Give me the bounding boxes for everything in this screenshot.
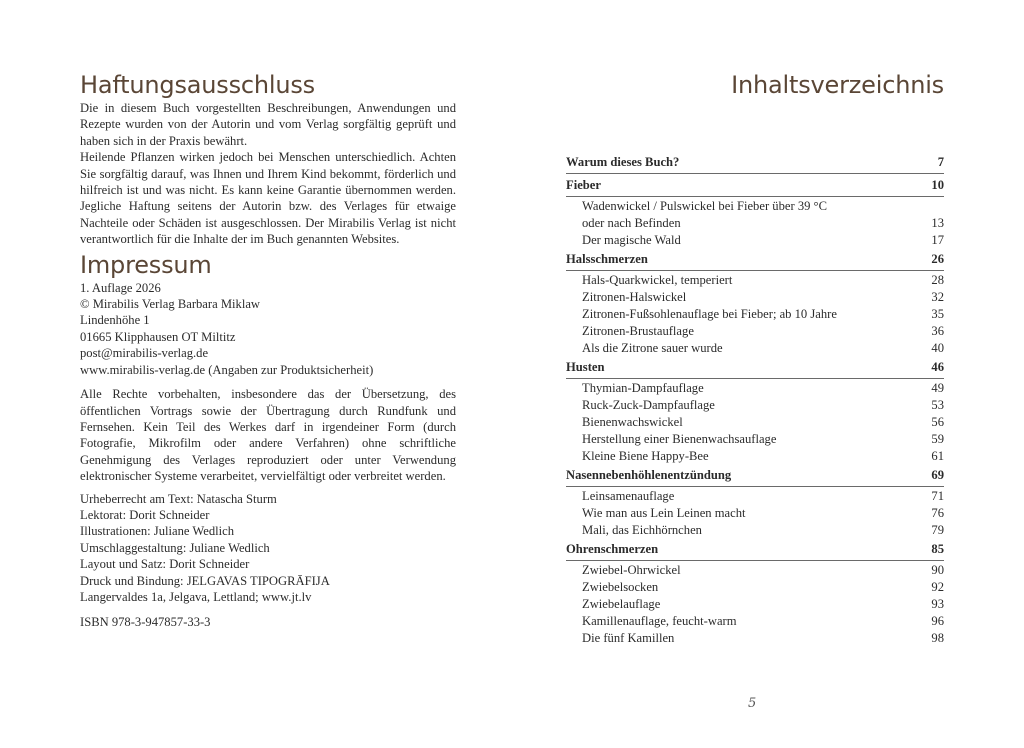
credit-line: Illustrationen: Juliane Wedlich <box>80 524 235 539</box>
toc-section-page: 10 <box>931 178 944 192</box>
toc-entry-page: 61 <box>931 449 944 463</box>
toc-entry <box>566 562 944 579</box>
toc-section-page: 85 <box>931 542 944 556</box>
toc-entry-title: Leinsamenauflage <box>582 489 675 503</box>
impressum-line: Lindenhöhe 1 <box>80 313 150 328</box>
left-page <box>80 70 456 631</box>
toc-entry-page: 76 <box>931 506 944 520</box>
toc-entry-page: 53 <box>931 398 944 412</box>
disclaimer-heading: Haftungsausschluss <box>80 71 315 99</box>
toc-section-title: Ohrenschmerzen <box>566 542 659 556</box>
toc-entry-page: 98 <box>931 631 944 645</box>
toc-entry <box>566 215 944 232</box>
toc-section-title: Husten <box>566 360 605 374</box>
toc-entry <box>566 306 944 323</box>
toc-entry <box>566 232 944 249</box>
toc-section-header <box>566 467 944 484</box>
toc-entry-title: Zwiebel-Ohrwickel <box>582 563 681 577</box>
disclaimer-paragraph-1: Die in diesem Buch vorgestellten Beschreibungen, Anwendungen und Rezepte wurden von der Autorin und vom Verlag sorgfältig geprüft und haben sich in der Praxis bewährt. <box>80 101 456 148</box>
toc-entry-title: Ruck-Zuck-Dampfauflage <box>582 398 715 412</box>
toc-section-header <box>566 177 944 194</box>
disclaimer-paragraph-2: Heilende Pflanzen wirken jedoch bei Menschen unterschiedlich. Achten Sie sorgfältig darauf, was Ihnen und Ihrem Kind bekommt, förderlich und hilfreich ist und was nicht. Es kann keine Garantie übernommen werden. Jegliche Haftung seitens der Autorin bzw. des Verlages für etwaige Nachteile oder Schäden ist ausgeschlossen. Der Mirabilis Verlag ist nicht verantwortlich für die Inhalte der im Buch genannten Websites. <box>80 150 456 247</box>
toc-entry <box>566 397 944 414</box>
toc-divider <box>566 486 944 487</box>
toc-section-page: 69 <box>931 468 944 482</box>
toc-entry-page: 35 <box>931 307 944 321</box>
toc-section <box>566 467 944 541</box>
impressum-line: 1. Auflage 2026 <box>80 280 161 295</box>
toc-entry <box>566 488 944 505</box>
toc-entry-page: 40 <box>931 341 944 355</box>
rights-paragraph: Alle Rechte vorbehalten, insbesondere das der Übersetzung, des öffentlichen Vortrags sowie der Übertragung durch Rundfunk und Fernsehen. Kein Teil des Werkes darf in irgendeiner Form (durch Fotografie, Mikrofilm oder andere Verfahren) ohne schriftliche Genehmigung des Verlages reproduziert oder unter Verwendung elektronischer Systeme verarbeitet, vervielfältigt oder verbreitet werden. <box>80 387 456 484</box>
toc-heading: Inhaltsverzeichnis <box>731 71 944 99</box>
toc-entry <box>566 596 944 613</box>
toc-entry <box>566 522 944 539</box>
toc-entry-page: 79 <box>931 523 944 537</box>
toc-entry-page: 59 <box>931 432 944 446</box>
toc-entry <box>566 579 944 596</box>
toc-entry <box>566 340 944 357</box>
right-page <box>566 70 944 649</box>
credits-list <box>80 491 456 606</box>
toc-entry-title: Kamillenauflage, feucht-warm <box>582 614 737 628</box>
credit-line: Urheberrecht am Text: Natascha Sturm <box>80 491 277 506</box>
toc-entry <box>566 380 944 397</box>
toc-entry-title: Zwiebelauflage <box>582 597 661 611</box>
toc-section-title: Nasennebenhöhlenentzündung <box>566 468 732 482</box>
toc-entry-page: 17 <box>931 233 944 247</box>
impressum-line: 01665 Klipphausen OT Miltitz <box>80 329 236 344</box>
toc-divider <box>566 560 944 561</box>
toc-section-header <box>566 154 944 171</box>
toc-entry-title: Thymian-Dampfauflage <box>582 381 704 395</box>
toc-entry-title: Zitronen-Halswickel <box>582 290 687 304</box>
toc-entry <box>566 272 944 289</box>
toc-entry-title: Kleine Biene Happy-Bee <box>582 449 709 463</box>
toc-entry <box>566 630 944 647</box>
toc-entry <box>566 613 944 630</box>
toc-entry-page: 13 <box>931 216 944 230</box>
toc-entry-page: 96 <box>931 614 944 628</box>
toc-divider <box>566 196 944 197</box>
page-number: 5 <box>748 696 757 711</box>
toc-entry-title: Als die Zitrone sauer wurde <box>582 341 723 355</box>
toc-entry <box>566 198 944 215</box>
toc-entry <box>566 505 944 522</box>
toc-entry-page: 92 <box>931 580 944 594</box>
credit-line: Lektorat: Dorit Schneider <box>80 507 210 522</box>
toc-entry-page: 71 <box>931 489 944 503</box>
toc-entry-page: 36 <box>931 324 944 338</box>
toc-section-header <box>566 251 944 268</box>
toc-entry-title: Zitronen-Brustauflage <box>582 324 694 338</box>
toc-section-title: Halsschmerzen <box>566 252 648 266</box>
toc-entry-page: 90 <box>931 563 944 577</box>
toc-entry-title: Bienenwachswickel <box>582 415 683 429</box>
toc-entry <box>566 414 944 431</box>
toc-divider <box>566 270 944 271</box>
toc-divider <box>566 173 944 174</box>
toc-entry <box>566 289 944 306</box>
toc-section <box>566 541 944 649</box>
toc-entry-title: Hals-Quarkwickel, temperiert <box>582 273 733 287</box>
toc-divider <box>566 378 944 379</box>
toc-section-page: 7 <box>937 155 944 169</box>
toc-entry-title: Herstellung einer Bienenwachsauflage <box>582 432 777 446</box>
toc-entry-title: Die fünf Kamillen <box>582 631 675 645</box>
toc-section <box>566 251 944 359</box>
toc-section-header <box>566 541 944 558</box>
isbn: ISBN 978-3-947857-33-3 <box>80 615 211 630</box>
toc-entry-title: Wadenwickel / Pulswickel bei Fieber über 39 °C <box>582 199 827 213</box>
toc-entry-title: Mali, das Eichhörnchen <box>582 523 702 537</box>
toc-section <box>566 154 944 177</box>
toc-section <box>566 177 944 251</box>
toc-entry-title: Wie man aus Lein Leinen macht <box>582 506 746 520</box>
toc-section <box>566 359 944 467</box>
credit-line: Langervaldes 1a, Jelgava, Lettland; www.jt.lv <box>80 589 312 604</box>
toc-entry-title: Zitronen-Fußsohlenauflage bei Fieber; ab 10 Jahre <box>582 307 837 321</box>
toc-entry-title: Zwiebelsocken <box>582 580 659 594</box>
toc-section-title: Warum dieses Buch? <box>566 155 680 169</box>
toc-entry-page: 49 <box>931 381 944 395</box>
toc-section-header <box>566 359 944 376</box>
toc-entry-page: 32 <box>931 290 944 304</box>
toc-entry <box>566 323 944 340</box>
toc-entry <box>566 431 944 448</box>
toc-entry-page: 28 <box>931 273 944 287</box>
table-of-contents <box>566 154 944 649</box>
impressum-website: www.mirabilis-verlag.de (Angaben zur Produktsicherheit) <box>80 362 374 377</box>
impressum-address <box>80 280 456 378</box>
impressum-line: © Mirabilis Verlag Barbara Miklaw <box>80 297 261 312</box>
toc-section-page: 46 <box>931 360 944 374</box>
toc-entry-title: Der magische Wald <box>582 233 681 247</box>
toc-section-title: Fieber <box>566 178 601 192</box>
credit-line: Druck und Bindung: JELGAVAS TIPOGRĀFIJA <box>80 573 330 588</box>
credit-line: Layout und Satz: Dorit Schneider <box>80 557 250 572</box>
toc-entry <box>566 448 944 465</box>
credit-line: Umschlaggestaltung: Juliane Wedlich <box>80 540 270 555</box>
toc-section-page: 26 <box>931 252 944 266</box>
toc-entry-title: oder nach Befinden <box>582 216 681 230</box>
impressum-heading: Impressum <box>80 250 212 279</box>
impressum-email: post@mirabilis-verlag.de <box>80 346 209 361</box>
toc-entry-page: 56 <box>931 415 944 429</box>
toc-entry-page: 93 <box>931 597 944 611</box>
